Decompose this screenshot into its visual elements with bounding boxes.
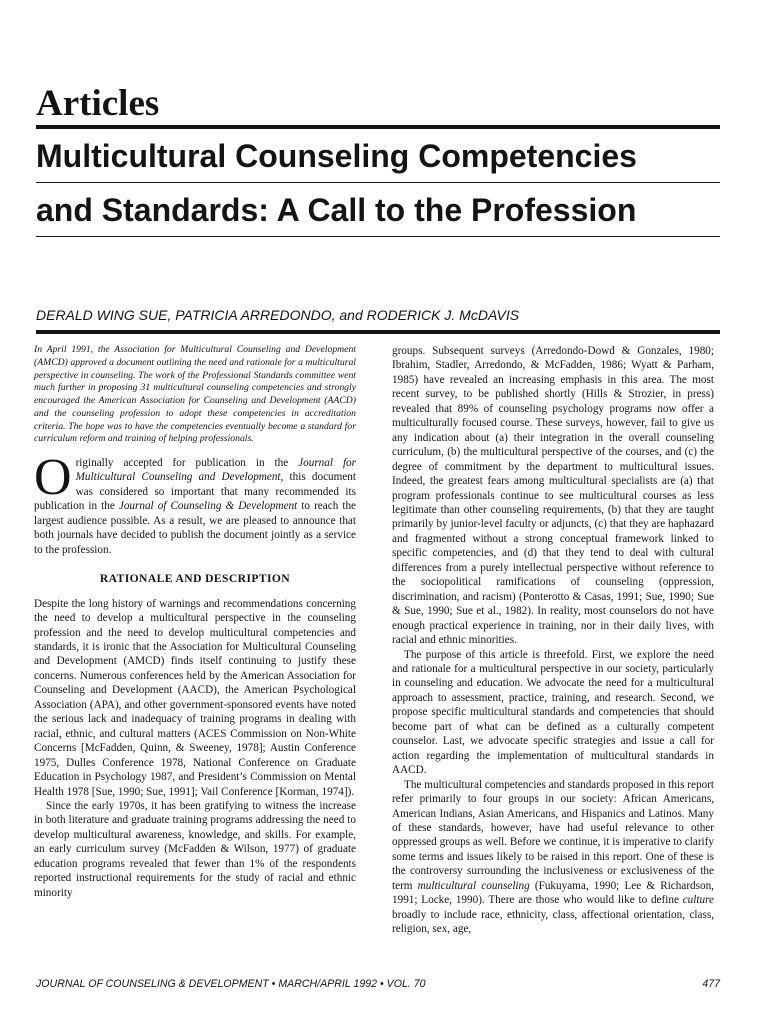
article-title-line-1: Multicultural Counseling Competencies — [36, 138, 637, 174]
section-heading: RATIONALE AND DESCRIPTION — [99, 572, 291, 586]
title-rule-bottom — [36, 236, 720, 237]
groups-text-1: The multicultural competencies and standards proposed in this report refer primarily to four groups in our society: African Americans, American Indians, Asian Americans, and Hispanics and Latinos. Many of these standards, however, have had useful relevance to other oppressed groups as well. Before we continue, it is imperative to clarify some terms and issues likely to be raised in this report. One of these is the controversy surrounding the inclusiveness or exclusiveness of the term — [392, 778, 714, 892]
groups-text-2: (Fukuyama, 1990; Lee & Richardson, 1991; Locke, 1990). There are those who would like to define — [392, 879, 714, 907]
article-title-line-2: and Standards: A Call to the Profession — [36, 192, 637, 228]
section-label: Articles — [36, 83, 160, 124]
term-multicultural-counseling: multicultural counseling — [417, 879, 530, 892]
body-paragraph-rationale: Despite the long history of warnings and recommendations concerning the need to develop a multicultural perspective in the counseling profession and the need to develop multicultural competencies and standards, it is ironic that the Association for Multicultural Counseling and Development (AMCD) finds itself continuing to justify these concerns. Numerous conferences held by the American Association for Counseling and Development (AACD), the American Psychological Association (APA), and other government-sponsored events have noted the serious lack and inadequacy of training programs in dealing with racial, ethnic, and cultural matters (ACES Commission on Non-White Concerns [McFadden, Quinn, & Sweeney, 1978]; Austin Conference 1975, Dulles Conference 1978, National Conference on Graduate Education in Psychology 1987, and President’s Commission on Mental Health 1978 [Sue, 1990; Sue, 1991]; Vail Conference [Korman, 1974]). — [34, 597, 356, 798]
abstract: In April 1991, the Association for Multicultural Counseling and Development (AMCD) approved a document outlining the need and rationale for a multicultural perspective in counseling. The work of the Professional Standards committee went much further in proposing 31 multicultural counseling competencies and strongly encouraged the American Association for Counseling and Development (AACD) and the counseling profession to adopt these competencies in accreditation criteria. The hope was to have the competencies eventually become a standard for curriculum reform and training of helping professionals. — [34, 344, 356, 445]
term-culture: culture — [682, 894, 714, 907]
body-paragraph-groups — [392, 778, 714, 937]
journal-name-jcd: Journal of Counseling & Development — [118, 500, 298, 513]
intro-paragraph — [34, 449, 357, 557]
title-divider — [36, 182, 720, 183]
groups-text-3: broadly to include race, ethnicity, class, affectional orientation, class, religion, sex, age, — [392, 908, 714, 936]
byline-rule — [36, 330, 720, 334]
intro-text-1: riginally accepted for publication in the — [75, 457, 299, 469]
intro-text-3: to reach the largest audience possible. As a result, we are pleased to announce that both journals have decided to publish the document jointly as a service to the profession. — [34, 500, 357, 556]
author-byline: DERALD WING SUE, PATRICIA ARREDONDO, and RODERICK J. McDAVIS — [36, 307, 520, 323]
right-column — [392, 344, 714, 937]
body-paragraph-continued: groups. Subsequent surveys (Arredondo-Dowd & Gonzales, 1980; Ibrahim, Stadler, Arredondo, & McFadden, 1986; Wyatt & Parham, 1985) have revealed an increasing emphasis in this area. The most recent survey, to be published shortly (Hills & Strozier, in press) revealed that 89% of counseling psychology programs now offer a multiculturally focused course. These surveys, however, fail to give us any indication about (a) their integration in the overall counseling curriculum, (b) the multicultural perspective of the courses, and (c) the degree of commitment by the department to multicultural issues. Indeed, the greatest fears among multicultural specialists are (a) that program professionals continue to see multicultural courses as less legitimate than other counseling requirements, (b) that they are taught primarily by junior-level faculty or adjuncts, (c) that they are haphazard and fragmented without a strong conceptual framework linked to specific competencies, and (d) that they tend to deal with cultural differences from a purely intellectual perspective without reference to the sociopolitical ramifications of counseling (oppression, discrimination, and racism) (Ponterotto & Casas, 1991; Sue, 1990; Sue & Sue, 1990; Sue et al., 1982). In reality, most counselors do not have enough practical experience in training, nor in their daily lives, with racial and ethnic minorities. — [392, 345, 714, 647]
body-paragraph-purpose: The purpose of this article is threefold. First, we explore the need and rationale for a multicultural perspective in our society, particularly in counseling and education. We advocate the need for a multicultural approach to assessment, practice, training, and research. Second, we propose specific multicultural standards and competencies that should become part of what can be defined as a culturally competent counselor. Last, we advocate specific strategies and issue a call for action regarding the implementation of multicultural standards in AACD. — [392, 648, 714, 777]
journal-name-jmcd: Journal for Multicultural Counseling and Development, — [75, 457, 357, 484]
header-rule-top — [36, 125, 720, 129]
body-paragraph-1970s: Since the early 1970s, it has been gratifying to witness the increase in both literature and graduate training programs addressing the need to develop multicultural awareness, knowledge, and skills. For example, an early curriculum survey (McFadden & Wilson, 1977) of graduate education programs revealed that fewer than 1% of the respondents reported instructional requirements for the study of racial and ethnic minority — [34, 799, 356, 899]
left-column — [34, 344, 356, 900]
drop-cap: O — [34, 449, 72, 506]
intro-text-2: this document was considered so important that many recommended its publication in the — [34, 471, 356, 513]
page-number: 477 — [702, 978, 720, 990]
footer-journal-citation: JOURNAL OF COUNSELING & DEVELOPMENT • MARCH/APRIL 1992 • VOL. 70 — [36, 978, 426, 990]
